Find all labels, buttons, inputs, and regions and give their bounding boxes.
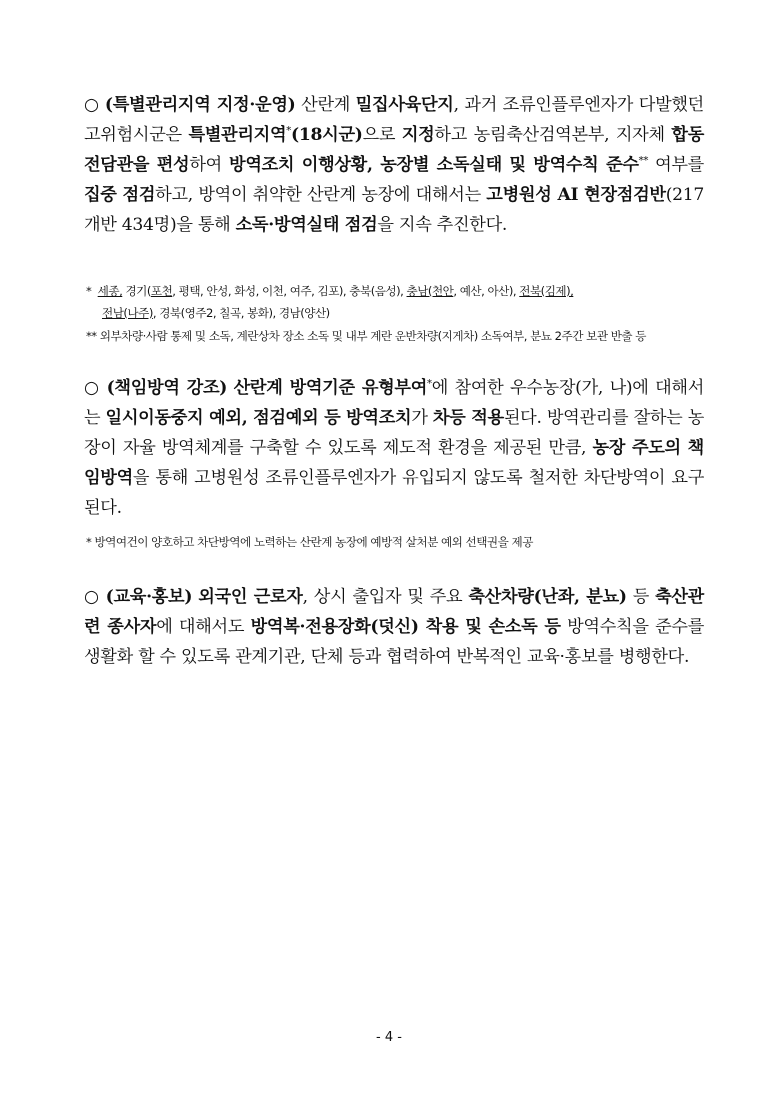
footnote-line [86, 302, 702, 324]
text: , 평택, 안성, 화성, 이천, 여주, 김포), 충북(음성), [172, 284, 407, 298]
emphasis: 특별관리지역 [188, 125, 287, 145]
emphasis: 외국인 근로자 [198, 587, 303, 607]
text: , 경북(영주2, 칠곡, 봉화), 경남(양산) [152, 306, 330, 320]
emphasis: 축산차량(난좌, 분뇨) [468, 587, 627, 607]
paragraph-responsible-quarantine [84, 373, 704, 523]
emphasis: 산란계 방역기준 유형부여 [233, 378, 428, 398]
text: , 과거 조류인플루엔자가 다발했던 고위험시군은 [84, 95, 704, 145]
footnote-line [86, 280, 702, 302]
text: 으로 [362, 125, 402, 145]
footnote-disinfection: ** 외부차량·사람 통제 및 소독, 계란상차 장소 소독 및 내부 계란 운반차량(지게차) 소독여부, 분뇨 2주간 보관 반출 등 [86, 329, 647, 343]
emphasis: 차등 적용 [432, 408, 504, 428]
footnote-mark: * [286, 125, 291, 137]
paragraph-heading: (특별관리지역 지정·운영) [104, 95, 296, 115]
footnote-mark: * [427, 378, 432, 390]
footnote-mark: ** [638, 155, 649, 167]
text: 을 지속 추진한다. [377, 215, 508, 235]
bullet: ○ [84, 587, 100, 607]
text: 산란계 [295, 95, 356, 115]
underlined-text: 포천 [150, 284, 173, 298]
text: 하고 농림축산검역본부, 지자체 [434, 125, 672, 145]
text: 된다. 방역관리를 잘하는 농장이 자율 방역체계를 구축할 수 있도록 제도적 환경을 제공된 만큼, [84, 408, 705, 458]
emphasis: 방역복·전용장화(덧신) 착용 및 손소독 등 [250, 617, 561, 637]
emphasis: 합동전담관을 편성 [84, 125, 704, 175]
text: 에 대해서도 [156, 617, 251, 637]
text: , 상시 출입자 및 주요 [302, 587, 469, 607]
paragraph-education-promotion [84, 582, 704, 672]
paragraph-heading: (교육·홍보) [105, 587, 193, 607]
text: 방역수칙을 준수를 생활화 할 수 있도록 관계기관, 단체 등과 협력하여 반복적인 교육·홍보를 병행한다. [84, 617, 705, 667]
footnote-mark: * [86, 284, 92, 298]
emphasis: (18시군) [290, 125, 363, 145]
emphasis: 소독·방역실태 점검 [235, 215, 378, 235]
text: 가 [411, 408, 433, 428]
emphasis: 축산관련 종사자 [84, 587, 704, 637]
underlined-text: 충남(천안 [406, 284, 454, 298]
emphasis: 농장 주도의 책임방역 [84, 438, 704, 488]
text: (217개반 434명)을 통해 [84, 185, 704, 235]
text: 하여 [189, 155, 230, 175]
text: 하고, 방역이 취약한 산란계 농장에 대해서는 [155, 185, 487, 205]
footnote-regions [86, 280, 702, 324]
text: 에 참여한 우수농장(가, 나)에 대해서는 [84, 378, 705, 428]
emphasis: 집중 점검 [84, 185, 156, 205]
emphasis: 지정 [401, 125, 435, 145]
text: , 예산, 아산), [453, 284, 520, 298]
emphasis: 밀집사육단지 [355, 95, 454, 115]
page-number: - 4 - [376, 1030, 402, 1045]
underlined-text: 세종, [97, 284, 123, 298]
text: 여부를 [648, 155, 704, 175]
text: 을 통해 고병원성 조류인플루엔자가 유입되지 않도록 철저한 차단방역이 요구된다. [84, 468, 704, 518]
underlined-text: 전북(김제), [519, 284, 574, 298]
paragraph-special-management-area [84, 90, 704, 240]
paragraph-heading: (책임방역 강조) [106, 378, 228, 398]
underlined-text: 전남(나주) [102, 306, 153, 320]
footnote-culling-exception: * 방역여건이 양호하고 차단방역에 노력하는 산란계 농장에 예방적 살처분 예외 선택권을 제공 [86, 535, 533, 549]
emphasis: 일시이동중지 예외, 점검예외 등 방역조치 [105, 408, 412, 428]
bullet: ○ [84, 378, 101, 398]
text: 등 [626, 587, 656, 607]
text: 경기( [122, 284, 151, 298]
bullet: ○ [84, 95, 100, 115]
emphasis: 고병원성 AI 현장점검반 [486, 185, 666, 205]
emphasis: 방역조치 이행상황, 농장별 소독실태 및 방역수칙 준수 [229, 155, 639, 175]
